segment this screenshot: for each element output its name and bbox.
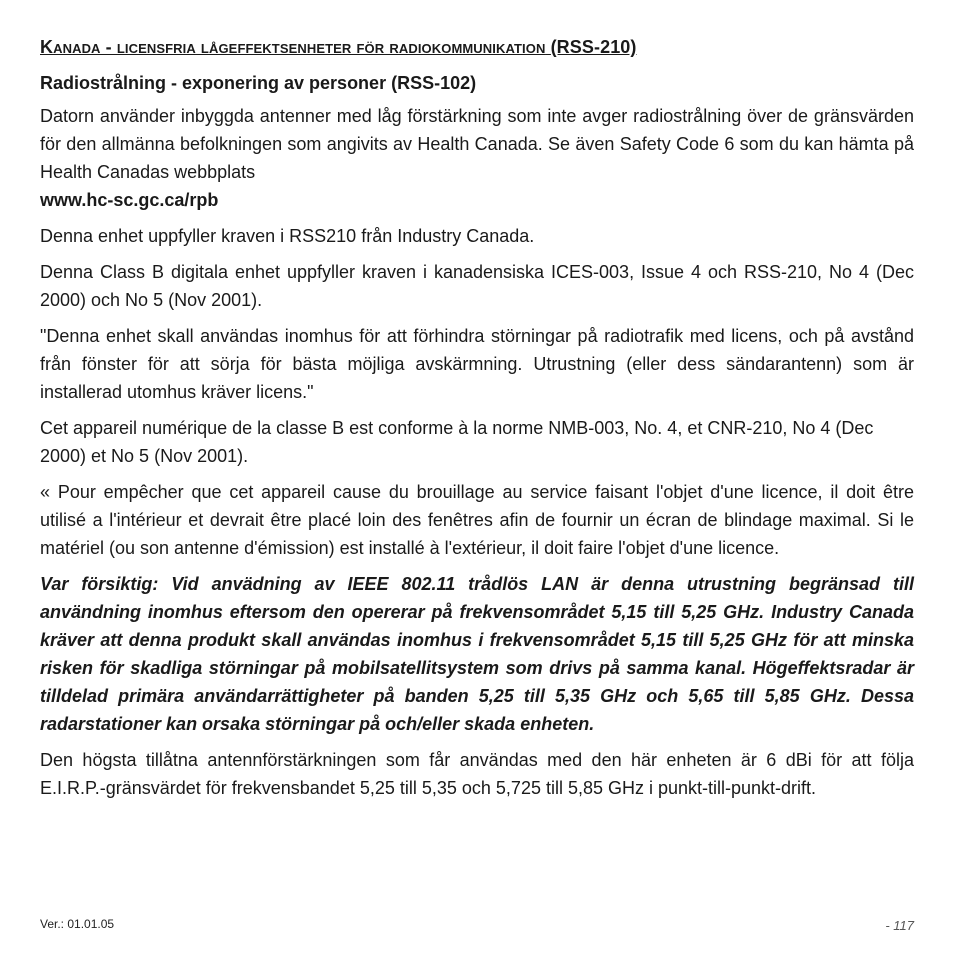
paragraph-indoor-use-french: « Pour empêcher que cet appareil cause du brouillage au service faisant l'objet d'une licence, il doit être utilisé a l'intérieur et devrait être placé loin des fenêtres afin de fournir un écran de blindage maximal. Si le matériel (ou son antenne d'émission) est installé à l'extérieur, il doit faire l'objet d'une licence. (40, 482, 914, 558)
warning-paragraph: Var försiktig: Vid anvädning av IEEE 802.11 trådlös LAN är denna utrustning begränsad till användning inomhus eftersom den opererar på frekvensområdet 5,15 till 5,25 GHz. Industry Canada kräver att denna produkt skall användas inomhus i frekvensområdet 5,15 till 5,25 GHz för att minska risken för skadliga störningar på mobilsatellitsystem som drivs på samma kanal. Högeffektsradar är tilldelad primära användarrättigheter på banden 5,25 till 5,35 GHz och 5,65 till 5,85 GHz. Dessa radarstationer kan orsaka störningar på och/eller skada enheten. (40, 574, 914, 734)
paragraph-indoor-use-swedish: "Denna enhet skall användas inomhus för att förhindra störningar på radiotrafik med licens, och på avstånd från fönster för att sörja för bästa möjliga avskärmning. Utrustning (eller dess sändarantenn) som är installerad utomhus kräver licens." (40, 326, 914, 402)
subsection-heading: Radiostrålning - exponering av personer (RSS-102) (40, 73, 477, 93)
paragraph-antenna-text: Datorn använder inbyggda antenner med låg förstärkning som inte avger radiostrålning över de gränsvärden för den allmänna befolkningen som angivits av Health Canada. Se även Safety Code 6 som du kan hämta på Health Canadas webbplats (40, 106, 914, 182)
paragraph-class-b-french: Cet appareil numérique de la classe B est conforme à la norme NMB-003, No. 4, et CNR-210, No 4 (Dec 2000) et No 5 (Nov 2001). (40, 418, 874, 466)
health-canada-url: www.hc-sc.gc.ca/rpb (40, 190, 219, 210)
paragraph-rss210: Denna enhet uppfyller kraven i RSS210 från Industry Canada. (40, 226, 535, 246)
document-body (40, 34, 914, 810)
page-number: - 117 (885, 918, 914, 933)
section-heading-title: Kanada - licensfria lågeffektsenheter för radiokommunikation (40, 37, 546, 57)
version-label: Ver.: 01.01.05 (40, 917, 115, 931)
paragraph-antenna-info (40, 102, 914, 214)
section-heading-code: (RSS-210) (550, 37, 637, 57)
paragraph-antenna-gain: Den högsta tillåtna antennförstärkningen som får användas med den här enheten är 6 dBi för att följa E.I.R.P.-gränsvärdet för frekvensbandet 5,25 till 5,35 och 5,725 till 5,85 GHz i punkt-till-punkt-drift. (40, 750, 914, 798)
paragraph-class-b-swedish: Denna Class B digitala enhet uppfyller kraven i kanadensiska ICES-003, Issue 4 och RSS-210, No 4 (Dec 2000) och No 5 (Nov 2001). (40, 262, 914, 310)
section-heading (40, 34, 914, 60)
